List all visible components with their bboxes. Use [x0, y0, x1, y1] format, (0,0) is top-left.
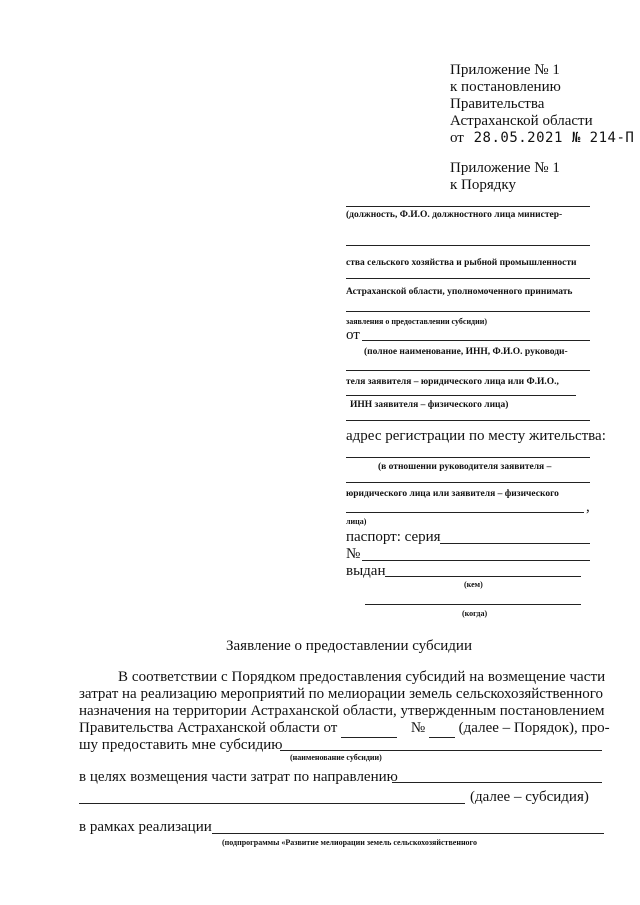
passport-issued-field[interactable] [385, 576, 581, 577]
addressee-line-2[interactable] [346, 245, 590, 246]
address-line-1[interactable] [346, 457, 590, 458]
government: Правительства [450, 96, 545, 112]
region: Астраханской области [450, 113, 593, 129]
program-hint: (подпрограммы «Развитие мелиорации земель сельскохозяйственного [222, 838, 477, 847]
addressee-hint-4: заявления о предоставлении субсидии) [346, 317, 487, 326]
body-line-2: затрат на реализацию мероприятий по мелиорации земель сельскохозяйственного [79, 686, 603, 702]
addressee-hint-3: Астраханской области, уполномоченного принимать [346, 287, 573, 297]
body-line-4-start: Правительства Астраханской области от [79, 720, 338, 736]
body-line-4 [79, 720, 610, 738]
appendix-order-title: Приложение № 1 [450, 160, 560, 176]
body-line-3: назначения на территории Астраханской области, утвержденным постановлением [79, 703, 605, 719]
address-hint-1: (в отношении руководителя заявителя – [378, 462, 552, 472]
subsidy-name-hint: (наименование субсидии) [290, 753, 382, 762]
from-hint-2: теля заявителя – юридического лица или Ф.И.О., [346, 377, 559, 387]
body-line-5: шу предоставить мне субсидию [79, 737, 283, 753]
passport-number-field[interactable] [362, 560, 590, 561]
direction-field[interactable] [392, 782, 602, 783]
direction-field-continuation[interactable] [79, 803, 465, 804]
passport-by-whom-hint: (кем) [464, 580, 483, 589]
from-label: от [346, 327, 360, 343]
from-line-4[interactable] [346, 420, 590, 421]
document-title: Заявление о предоставлении субсидии [226, 638, 472, 654]
address-line-3[interactable] [346, 512, 584, 513]
subsidy-name-field[interactable] [280, 750, 602, 751]
date-prefix: от [450, 130, 464, 146]
from-hint-3: ИНН заявителя – физического лица) [350, 400, 509, 410]
address-line-2[interactable] [346, 482, 590, 483]
to-resolution: к постановлению [450, 79, 561, 95]
passport-series-label: паспорт: серия [346, 529, 441, 545]
address-hint-2: юридического лица или заявителя – физического [346, 489, 559, 499]
address-label: адрес регистрации по месту жительства: [346, 428, 606, 444]
addressee-hint-1: (должность, Ф.И.О. должностного лица министер- [346, 210, 563, 220]
resolution-date-row [450, 130, 634, 147]
number-sign: № [410, 720, 426, 736]
resolution-date-number: 28.05.2021 № 214-П [473, 130, 635, 146]
passport-date-field[interactable] [365, 604, 581, 605]
addressee-hint-2: ства сельского хозяйства и рыбной промышленности [346, 258, 577, 268]
address-hint-3: лица) [346, 517, 367, 526]
body-line-6: в целях возмещения части затрат по направлению [79, 769, 398, 785]
appendix-title: Приложение № 1 [450, 62, 560, 78]
from-field-line[interactable] [362, 340, 590, 341]
address-comma: , [586, 499, 590, 515]
from-hint-1: (полное наименование, ИНН, Ф.И.О. руководи- [364, 347, 568, 357]
passport-series-field[interactable] [440, 543, 590, 544]
from-line-3[interactable] [346, 395, 576, 396]
from-line-2[interactable] [346, 370, 590, 371]
body-line-7: (далее – субсидия) [470, 789, 589, 805]
passport-issued-label: выдан [346, 563, 386, 579]
body-line-8: в рамках реализации [79, 819, 212, 835]
resolution-number-field[interactable] [429, 720, 455, 738]
passport-when-hint: (когда) [462, 609, 488, 618]
passport-number-label: № [346, 546, 361, 562]
addressee-line-4[interactable] [346, 311, 590, 312]
addressee-line-1[interactable] [346, 206, 590, 207]
body-line-4-end: (далее – Порядок), про- [458, 720, 610, 736]
to-order: к Порядку [450, 177, 516, 193]
body-line-1: В соответствии с Порядком предоставления субсидий на возмещение части [118, 669, 606, 685]
resolution-date-field[interactable] [341, 720, 397, 738]
program-field[interactable] [212, 833, 604, 834]
addressee-line-3[interactable] [346, 278, 590, 279]
